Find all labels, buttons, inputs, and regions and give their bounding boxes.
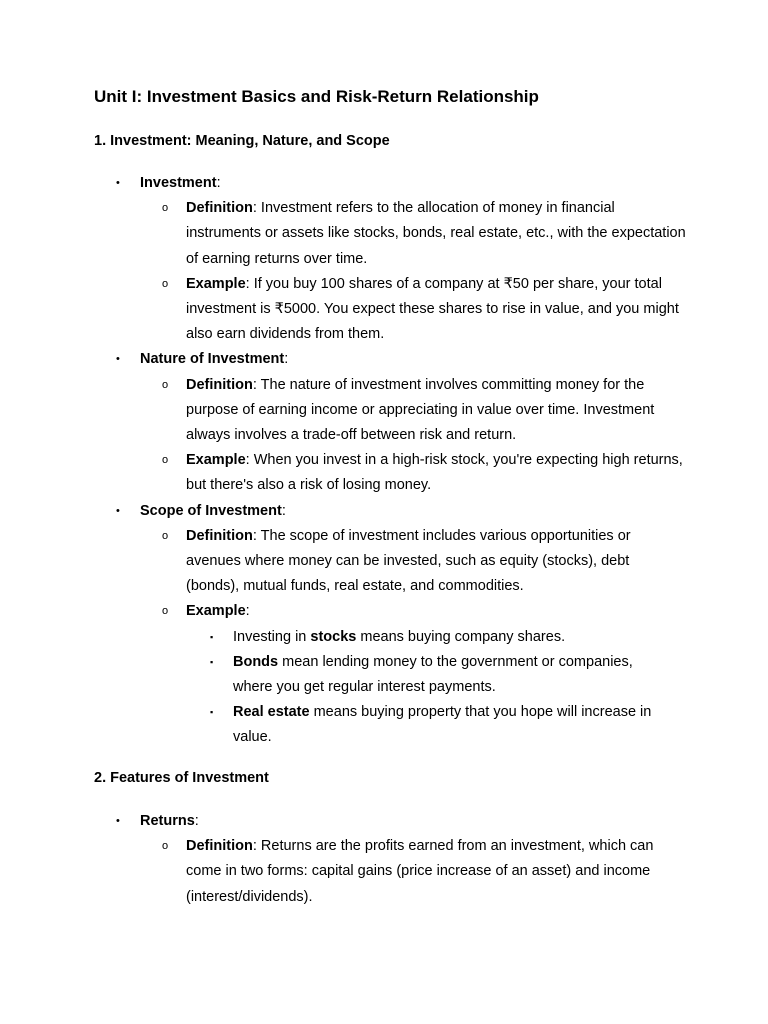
sub-item-text-after: mean lending money to the government or companies, where you get regular interest payments. — [233, 653, 633, 696]
square-bullet: ▪ — [210, 631, 214, 642]
disc-bullet: • — [116, 815, 120, 827]
term-nature: Nature of Investment — [140, 351, 285, 368]
label-definition: Definition — [186, 200, 253, 217]
label-definition: Definition — [186, 376, 253, 393]
definition-text: : Investment refers to the allocation of money in financial instruments or assets like stocks, bonds, real estate, etc., with the expectation of earning returns over time. — [186, 200, 686, 267]
term-colon: : — [281, 502, 286, 519]
sub-item-nature-definition — [0, 373, 686, 449]
disc-bullet: • — [116, 353, 120, 366]
square-bullet: ▪ — [210, 656, 214, 667]
circle-bullet: o — [162, 840, 169, 853]
section-1-list — [0, 171, 768, 751]
page-title: Unit I: Investment Basics and Risk-Return Relationship — [94, 87, 539, 106]
section-heading-2: 2. Features of Investment — [94, 770, 269, 786]
sub-item-text-after: means buying company shares. — [356, 628, 566, 645]
label-definition: Definition — [186, 838, 253, 855]
label-example: Example — [186, 452, 246, 469]
circle-bullet: o — [162, 605, 169, 618]
square-bullet: ▪ — [210, 707, 214, 718]
sub-item-scope-example — [0, 599, 686, 624]
section-heading-1: 1. Investment: Meaning, Nature, and Scope — [94, 133, 390, 149]
label-example: Example — [186, 603, 246, 620]
definition-text: : The scope of investment includes various opportunities or avenues where money can be invested, such as equity (stocks), debt (bonds), mutual funds, real estate, and commodities. — [186, 527, 631, 595]
circle-bullet: o — [162, 529, 169, 542]
term-colon: : — [216, 175, 221, 191]
term-colon: : — [284, 351, 289, 368]
sub-item-keyword: stocks — [310, 628, 357, 645]
list-item-scope — [0, 499, 768, 524]
label-example: Example — [186, 275, 246, 292]
section-2-list — [0, 809, 768, 910]
list-item-investment — [0, 171, 768, 196]
sub-item-investment-example — [0, 272, 686, 348]
definition-text: : The nature of investment involves committing money for the purpose of earning income or appreciating in value over time. Investment always involves a trade-off between risk and return. — [186, 376, 655, 444]
term-scope: Scope of Investment — [140, 502, 282, 519]
sub-sub-item-real-estate — [0, 700, 673, 750]
list-item-nature — [0, 347, 768, 372]
sub-sub-item-bonds — [0, 650, 673, 700]
circle-bullet: o — [162, 378, 169, 391]
term-returns: Returns — [140, 813, 195, 829]
example-text: : When you invest in a high-risk stock, you're expecting high returns, but there's also a risk of losing money. — [186, 452, 683, 494]
sub-sub-item-stocks — [0, 625, 673, 650]
circle-bullet: o — [162, 277, 169, 290]
sub-item-text-before: Investing in — [233, 628, 311, 645]
label-definition: Definition — [186, 527, 253, 544]
example-colon: : — [245, 603, 250, 620]
example-text: : If you buy 100 shares of a company at ₹50 per share, your total investment is ₹5000. You expect these shares to rise in value, and you might also earn dividends from them. — [186, 275, 679, 343]
circle-bullet: o — [162, 202, 169, 215]
term-investment: Investment — [140, 175, 217, 191]
sub-item-text-after: means buying property that you hope will increase in value. — [233, 704, 652, 746]
disc-bullet: • — [116, 504, 120, 517]
sub-item-scope-definition — [0, 524, 686, 600]
circle-bullet: o — [162, 454, 169, 467]
sub-item-keyword: Bonds — [233, 653, 279, 670]
list-item-returns — [0, 809, 768, 834]
sub-item-investment-definition — [0, 196, 686, 272]
disc-bullet: • — [116, 177, 120, 189]
term-colon: : — [194, 813, 199, 829]
sub-item-returns-definition — [0, 834, 686, 910]
sub-item-nature-example — [0, 448, 686, 498]
sub-item-keyword: Real estate — [233, 704, 310, 721]
definition-text: : Returns are the profits earned from an investment, which can come in two forms: capital gains (price increase of an asset) and income (interest/dividends). — [186, 838, 654, 905]
